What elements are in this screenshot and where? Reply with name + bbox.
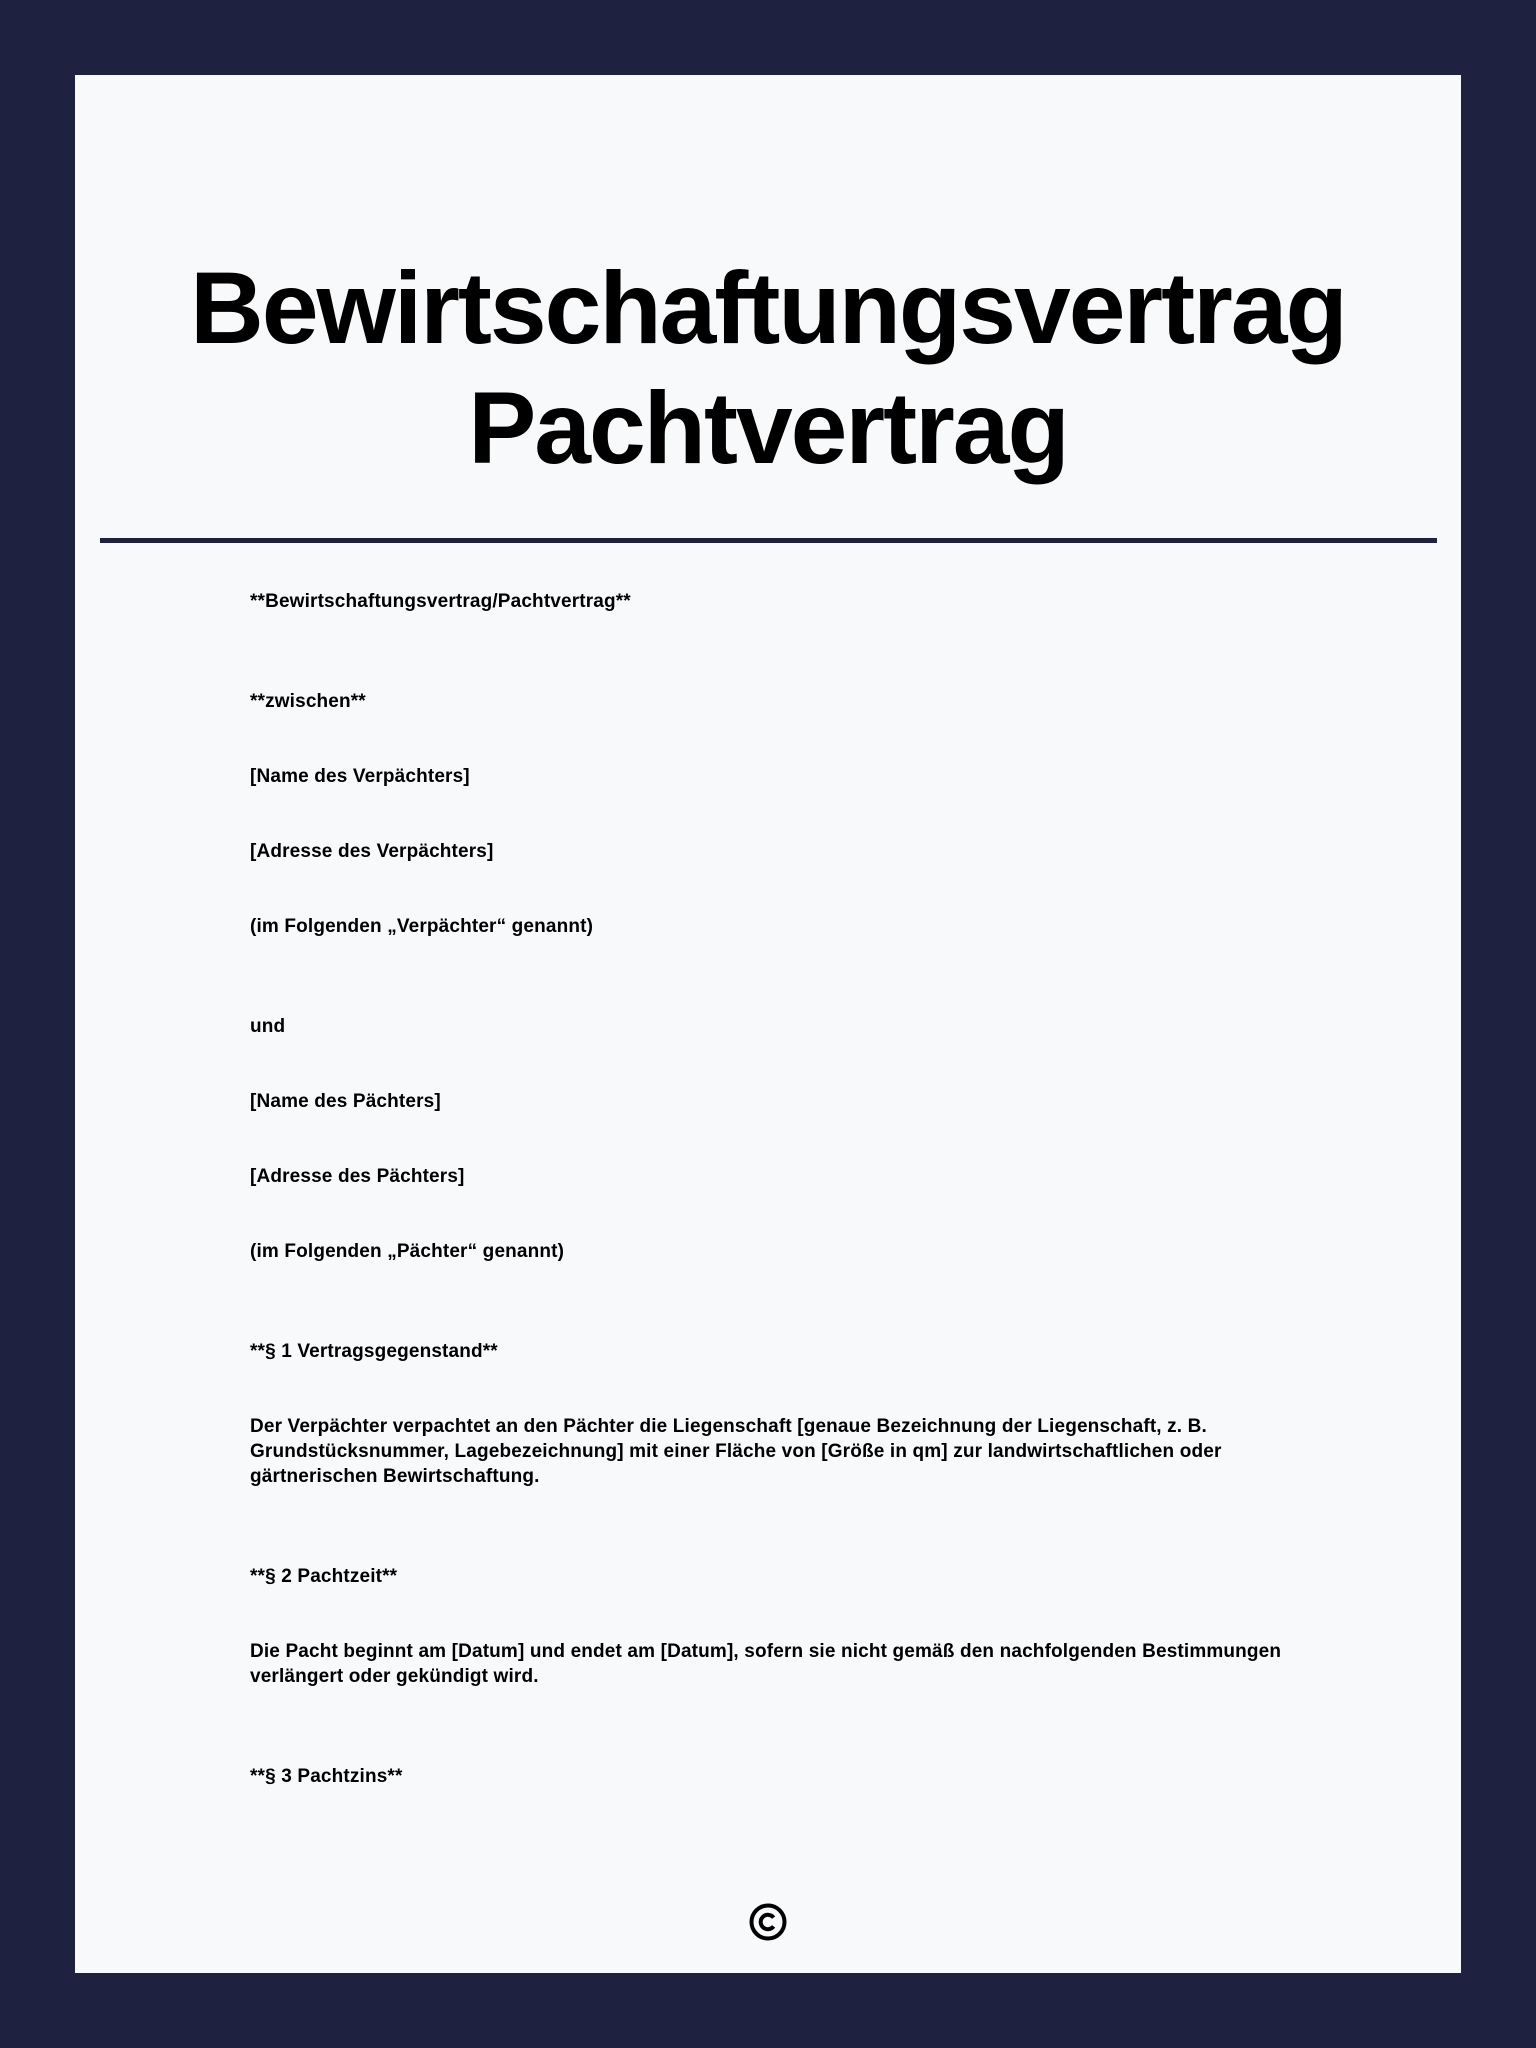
- section-2-heading: **§ 2 Pachtzeit**: [250, 1566, 398, 1587]
- document-page: [75, 75, 1461, 1973]
- section-2-text: Die Pacht beginnt am [Datum] und endet am [Datum], sofern sie nicht gemäß den nachfolgenden Bestimmungen verlängert oder gekündigt wird.: [250, 1641, 1282, 1687]
- lessor-designation: (im Folgenden „Verpächter“ genannt): [250, 916, 594, 937]
- blank-line: [250, 989, 1290, 1014]
- blank-line: [250, 1739, 1290, 1764]
- and-label: und: [250, 1016, 286, 1037]
- section-3-heading: **§ 3 Pachtzins**: [250, 1766, 403, 1787]
- blank-line: [250, 1314, 1290, 1339]
- document-heading: **Bewirtschaftungsvertrag/Pachtvertrag**: [250, 591, 631, 612]
- lessee-designation: (im Folgenden „Pächter“ genannt): [250, 1241, 565, 1262]
- lessor-name: [Name des Verpächters]: [250, 766, 470, 787]
- lessor-address: [Adresse des Verpächters]: [250, 841, 494, 862]
- footer: [75, 1903, 1461, 1946]
- between-label: **zwischen**: [250, 691, 366, 712]
- page-title: [75, 248, 1461, 488]
- blank-line: [250, 664, 1290, 689]
- title-divider: [100, 538, 1437, 543]
- section-1-text: Der Verpächter verpachtet an den Pächter die Liegenschaft [genaue Bezeichnung der Liegenschaft, z. B. Grundstücksnummer, Lagebezeichnung] mit einer Fläche von [Größe in qm] zur landwirtschaftlichen oder gärtnerischen Bewirtschaftung.: [250, 1416, 1222, 1487]
- copyright-icon: [749, 1903, 787, 1941]
- lessee-name: [Name des Pächters]: [250, 1091, 441, 1112]
- blank-line: [250, 1539, 1290, 1564]
- page-title-line-2: Pachtvertrag: [468, 371, 1068, 485]
- lessee-address: [Adresse des Pächters]: [250, 1166, 465, 1187]
- document-body: [250, 589, 1290, 1839]
- page-title-line-1: Bewirtschaftungsvertrag: [190, 251, 1346, 365]
- section-1-heading: **§ 1 Vertragsgegenstand**: [250, 1341, 498, 1362]
